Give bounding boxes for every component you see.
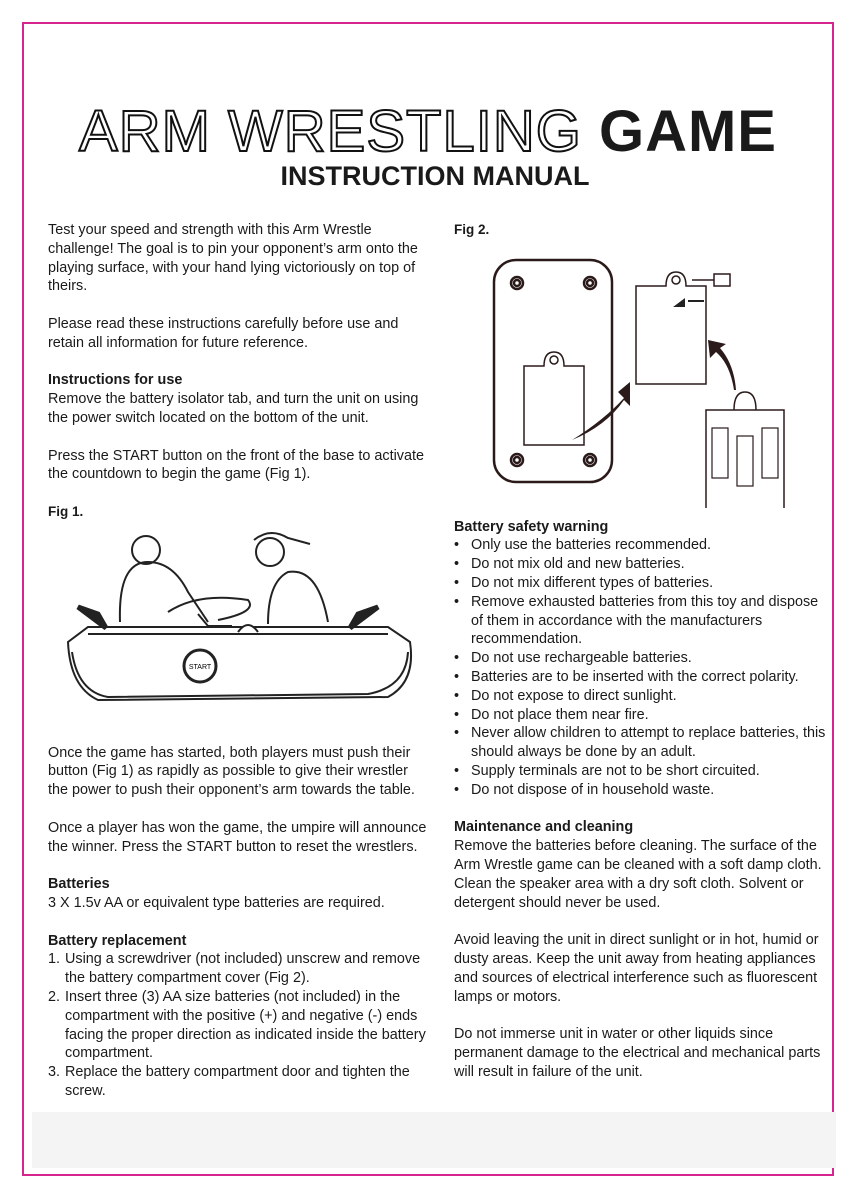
instructions-heading: Instructions for use [48, 372, 183, 389]
replacement-heading: Battery replacement [48, 932, 187, 949]
safety-item: • Supply terminals are not to be short circuited. [454, 762, 760, 779]
win-text: Once a player has won the game, the umpire will announce the winner. Press the START button to reset the wrestlers. [48, 819, 427, 855]
footer-band [32, 1112, 836, 1168]
arrow-right-icon [350, 607, 378, 628]
safety-item: • Do not place them near fire. [454, 706, 649, 723]
replacement-steps [48, 950, 428, 1100]
safety-item: • Only use the batteries recommended. [454, 537, 711, 554]
left-column [48, 221, 428, 1119]
right-column [454, 221, 834, 1100]
page-title [0, 100, 856, 164]
replacement-step: 3. Replace the battery compartment door and tighten the screw. [48, 1064, 410, 1099]
maintenance-text: Remove the batteries before cleaning. The surface of the Arm Wrestle game can be cleaned with a soft damp cloth. Clean the speaker area with a dry soft cloth. Solvent or detergent should never be used. [454, 838, 822, 911]
instructions-text: Remove the battery isolator tab, and turn the unit on using the power switch located on the bottom of the unit. [48, 391, 419, 426]
read-text: Please read these instructions carefully before use and retain all information for future reference. [48, 315, 399, 351]
fig2-label: Fig 2. [454, 222, 490, 237]
maintenance-heading: Maintenance and cleaning [454, 819, 634, 836]
intro-text: Test your speed and strength with this Arm Wrestle challenge! The goal is to pin your opponent’s arm onto the playing surface, with your hand lying victoriously on top of theirs. [48, 222, 418, 295]
safety-item: • Do not expose to direct sunlight. [454, 687, 677, 704]
batteries-text: 3 X 1.5v AA or equivalent type batteries are required. [48, 894, 385, 911]
arrow-left-icon [78, 607, 106, 628]
safety-item: • Do not mix different types of batteries. [454, 574, 714, 591]
safety-item: • Do not dispose of in household waste. [454, 781, 715, 798]
immerse-text: Do not immerse unit in water or other liquids since permanent damage to the electrical and mechanical parts will result in failure of the unit. [454, 1026, 821, 1080]
safety-heading: Battery safety warning [454, 518, 609, 535]
title-outline-text: ARM WRESTLING [79, 99, 582, 164]
safety-item: • Do not use rechargeable batteries. [454, 650, 692, 667]
game-text: Once the game has started, both players must push their button (Fig 1) as rapidly as possible to give their wrestler the power to push their opponent’s arm towards the table. [48, 744, 415, 799]
safety-item: • Do not mix old and new batteries. [454, 556, 685, 573]
arrow-icon [708, 340, 736, 390]
arrow-icon [572, 382, 630, 440]
start-text: Press the START button on the front of the base to activate the countdown to begin the game (Fig 1). [48, 447, 424, 483]
fig2-illustration [454, 240, 834, 508]
title-bold-text: GAME [598, 99, 777, 164]
batteries-heading: Batteries [48, 876, 110, 893]
safety-item: • Never allow children to attempt to replace batteries, this should always be done by an adult. [454, 725, 826, 761]
safety-list [454, 536, 834, 799]
replacement-step: 2. Insert three (3) AA size batteries (not included) in the compartment with the positive (+) and negative (-) ends facing the proper direction as indicated inside the battery compartment. [48, 988, 426, 1062]
safety-item: • Remove exhausted batteries from this toy and dispose of them in accordance with the manufacturers recommendation. [454, 593, 819, 648]
replacement-step: 1. Using a screwdriver (not included) unscrew and remove the battery compartment cover (Fig 2). [48, 951, 421, 987]
fig1-illustration [48, 522, 428, 728]
page-subtitle: INSTRUCTION MANUAL [280, 161, 590, 191]
safety-item: • Batteries are to be inserted with the correct polarity. [454, 668, 799, 685]
fig1-start-label: START [188, 663, 212, 671]
avoid-text: Avoid leaving the unit in direct sunlight or in hot, humid or dusty areas. Keep the unit away from heating appliances and sources of electrical interference such as fluorescent lamps or motors. [454, 932, 819, 1005]
fig1-label: Fig 1. [48, 503, 84, 519]
